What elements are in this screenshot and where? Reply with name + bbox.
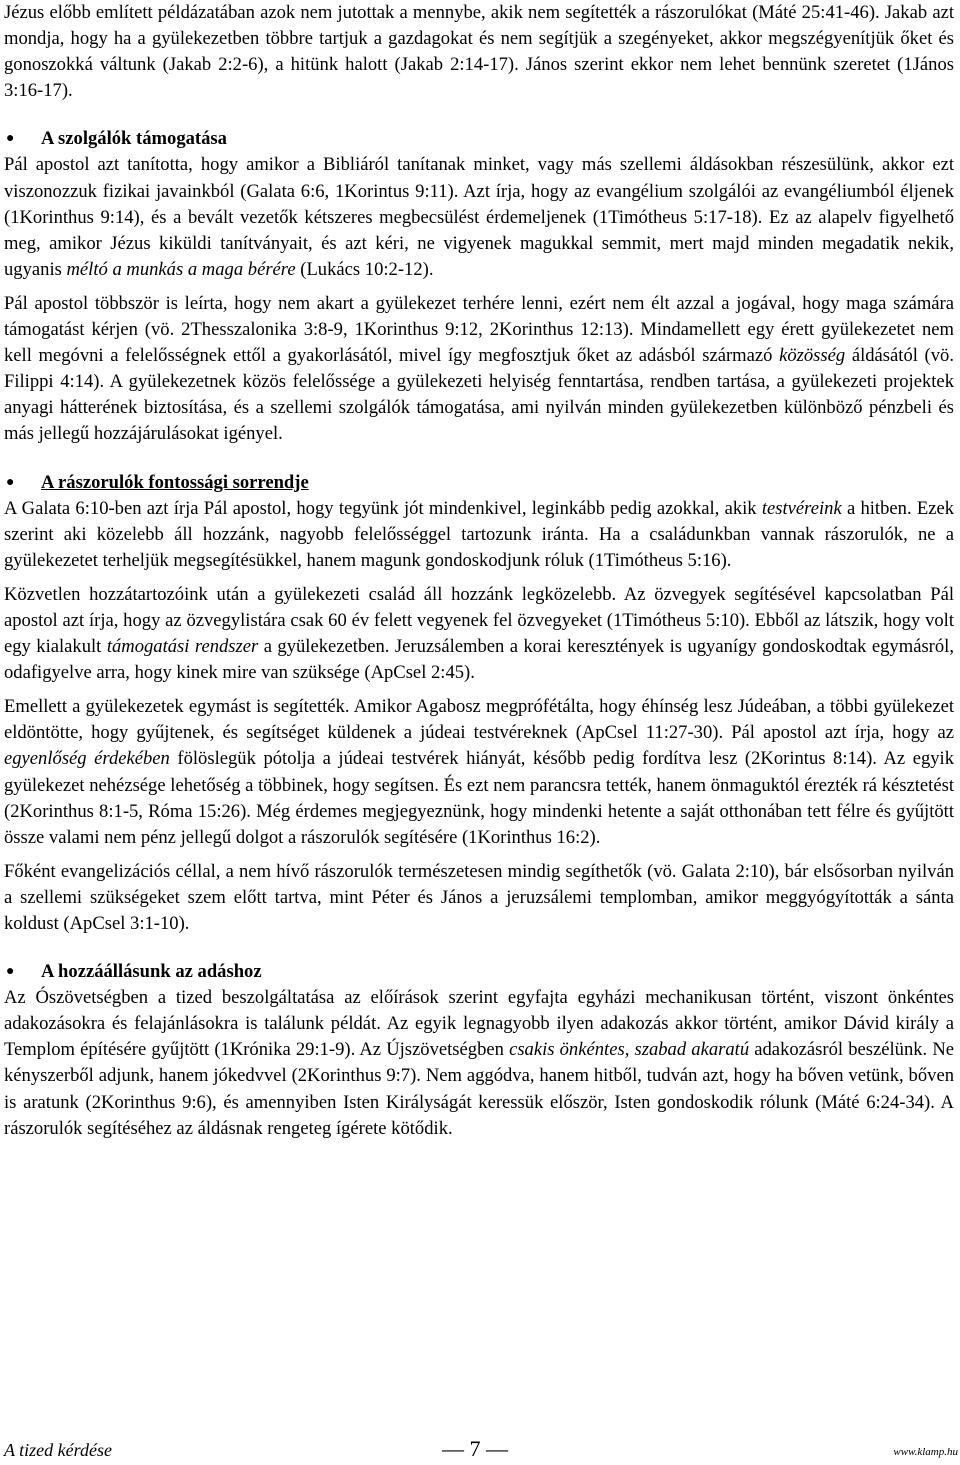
emphasis-text: testvéreink bbox=[761, 497, 842, 519]
footer-title: A tized kérdése bbox=[4, 1440, 112, 1460]
section3-paragraph-1: Az Ószövetségben a tized beszolgáltatása az előírások szerint egyfajta egyházi mechanikusan történt, viszont önkéntes adakozásokra és felajánlásokra is találunk példát. Az egyik legnagyobb ilyen adakozás akkor történt, amikor Dávid király a Templom építésére gyűjtött (1Krónika 29:1-9). Az Újszövetségben csakis önkéntes, szabad akaratú adakozásról beszélünk. Ne kényszerből adjunk, hanem jókedvvel (2Korinthus 9:7). Nem aggódva, hanem hitből, tudván azt, hogy ha bőven vetünk, bőven is aratunk (2Korinthus 9:6), és amennyiben Isten Királyságát keressük először, Isten gondoskodik rólunk (Máté 6:24-34). A rászorulók segítéséhez az áldásnak rengeteg ígérete kötődik. bbox=[4, 987, 955, 1139]
document-body bbox=[4, 0, 954, 1142]
section2-paragraph-3: Emellett a gyülekezetek egymást is segítették. Amikor Agabosz megprófétálta, hogy éhínség lesz Júdeában, a többi gyülekezet eldöntötte, hogy gyűjtenek, és segítséget küldenek a júdeai testvéreknek (ApCsel 11:27-30). Pál apostol azt írja, hogy az egyenlőség érdekében fölöslegük pótolja a júdeai testvérek hiányát, később pedig fordítva lesz (2Korintus 8:14). Az egyik gyülekezet nehézsége lehetőség a többinek, hogy segítsen. És ezt nem parancsra tették, hanem önmaguktól érezték rá késztetést (2Korinthus 8:1-5, Róma 15:26). Még érdemes megjegyeznünk, hogy mindenki hetente a saját otthonában tett félre és gyűjtött össze valami nem pénz jellegű dolgot a rászorulók segítésére (1Korinthus 16:2). bbox=[4, 696, 954, 848]
section2-paragraph-2: Közvetlen hozzátartozóink után a gyülekezeti család áll hozzánk legközelebb. Az özvegyek segítésével kapcsolatban Pál apostol azt írja, hogy az özvegylistára csak 60 év felett vegyenek fel özvegyeket (1Timótheus 5:10). Ebből az látszik, hogy volt egy kialakult támogatási rendszer a gyülekezetben. Jeruzsálemben a korai keresztények is ugyanígy gondoskodtak egymásról, odafigyelve arra, hogy kinek mire van szüksége (ApCsel 2:45). bbox=[4, 583, 954, 684]
footer-site: www.klamp.hu bbox=[893, 1446, 958, 1458]
bullet-icon: ● bbox=[6, 964, 15, 980]
emphasis-text: egyenlőség érdekében bbox=[4, 748, 170, 770]
section-heading-szolgalok: ● A szolgálók támogatása bbox=[4, 126, 954, 152]
section2-paragraph-4: Főként evangelizációs céllal, a nem hívő rászorulók természetesen mindig segíthetők (vö. Galata 2:10), bár elsősorban nyilván a szellemi szükségeket szem előtt tartva, mint Péter és János a jeruzsálemi templomban, amikor meggyógyították a sánta koldust (ApCsel 3:1-10). bbox=[4, 860, 954, 934]
bullet-icon: ● bbox=[6, 474, 15, 490]
section-heading-raszorulok: ● A rászorulók fontossági sorrendje bbox=[4, 470, 954, 496]
emphasis-text: közösség bbox=[779, 345, 846, 367]
page-number: — 7 — bbox=[442, 1436, 508, 1461]
emphasis-text: támogatási rendszer bbox=[106, 636, 259, 658]
intro-paragraph: Jézus előbb említett példázatában azok nem jutottak a mennybe, akik nem segítették a rászorulókat (Máté 25:41-46). Jakab azt mondja, hogy ha a gyülekezetben többre tartjuk a gazdagokat és nem segítjük a szegényeket, akkor megszégyenítjük őket és gonoszokká váltunk (Jakab 2:2-6), a hitünk halott (Jakab 2:14-17). János szerint ekkor nem lehet bennünk szeretet (1János 3:16-17). bbox=[4, 2, 954, 102]
section-heading-hozzaallas: ● A hozzáállásunk az adáshoz bbox=[4, 959, 954, 985]
emphasis-text: méltó a munkás a maga bérére bbox=[66, 258, 296, 280]
section1-paragraph-2: Pál apostol többször is leírta, hogy nem akart a gyülekezet terhére lenni, ezért nem élt azzal a jogával, hogy maga számára támogatást kérjen (vö. 2Thesszalonika 3:8-9, 1Korinthus 9:12, 2Korinthus 12:13). Mindamellett egy érett gyülekezetet nem kell megóvni a felelősségnek ettől a gyakorlásától, mivel így megfosztjuk őket az adásból származó közösség áldásától (vö. Filippi 4:14). A gyülekezetnek közös felelőssége a gyülekezeti helyiség fenntartása, rendben tartása, a gyülekezeti projektek anyagi hátterének biztosítása, és a szellemi szolgálók támogatása, ami nyilván minden gyülekezetben különböző pénzbeli és más jellegű hozzájárulásokat igényel. bbox=[4, 292, 954, 445]
bullet-icon: ● bbox=[6, 131, 15, 147]
emphasis-text: csakis önkéntes, szabad akaratú bbox=[509, 1039, 750, 1061]
page-footer bbox=[4, 1436, 958, 1464]
section1-paragraph-1: Pál apostol azt tanította, hogy amikor a Bibliáról tanítanak minket, vagy más szellemi áldásokban részesülünk, akkor ezt viszonozzuk fizikai javainkból (Galata 6:6, 1Korintus 9:11). Azt írja, hogy az evangélium szolgálói az evangéliumból éljenek (1Korinthus 9:14), és a bevált vezetők kétszeres megbecsülést érdemeljenek (1Timótheus 5:17-18). Ez az alapelv figyelhető meg, amikor Jézus kiküldi tanítványait, és azt kéri, ne vigyenek magukkal semmit, mert majd minden megadatik nekik, ugyanis méltó a munkás a maga bérére (Lukács 10:2-12). bbox=[4, 154, 954, 280]
section2-paragraph-1: A Galata 6:10-ben azt írja Pál apostol, hogy tegyünk jót mindenkivel, leginkább pedig azokkal, akik testvéreink a hitben. Ezek szerint aki közelebb áll hozzánk, nagyobb felelősséggel tartozunk iránta. Ha a családunkban vannak rászorulók, ne a gyülekezetet terheljük megsegítésükkel, hanem magunk gondoskodjunk róluk (1Timótheus 5:16). bbox=[4, 497, 955, 571]
